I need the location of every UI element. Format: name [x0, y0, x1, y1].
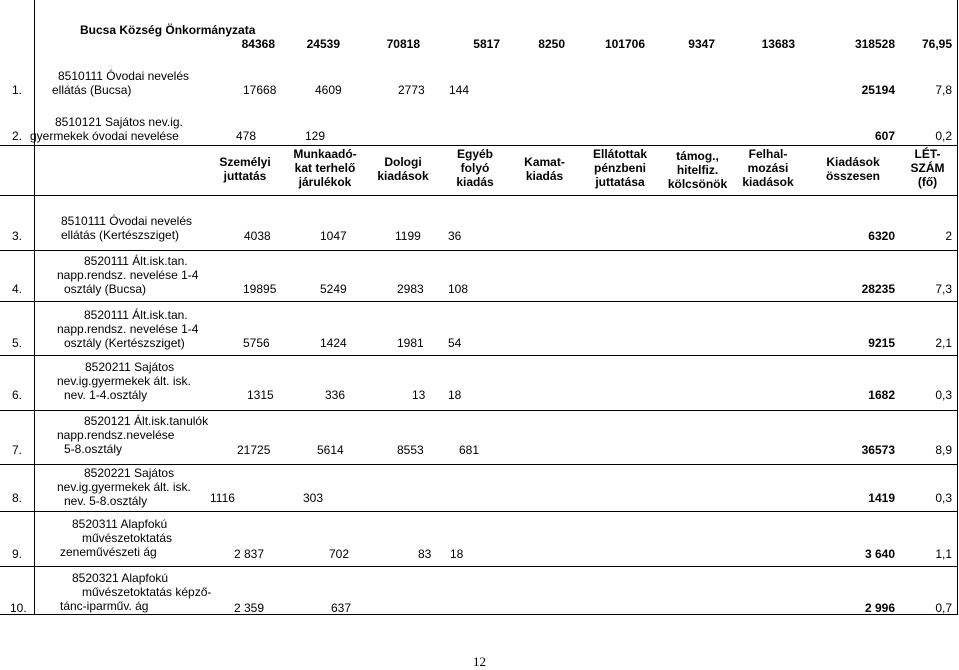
- cell-total: 9215: [868, 336, 895, 350]
- cell-contributions: 637: [331, 601, 352, 615]
- row-number: 8.: [12, 491, 23, 505]
- org-value-9: 318528: [854, 37, 895, 51]
- cell-material: 2773: [398, 83, 425, 97]
- row-label-line: napp.rendsz.nevelése: [57, 428, 175, 442]
- cell-personal: 17668: [243, 83, 277, 97]
- org-value-2: 24539: [306, 37, 340, 51]
- cell-headcount: 2: [945, 229, 952, 243]
- row-label-line: 8520211 Sajátos: [85, 360, 175, 374]
- row-label-line: 8520221 Sajátos: [84, 466, 175, 480]
- cell-contributions: 5249: [320, 282, 347, 296]
- row-label-line: 8510111 Óvodai nevelés: [61, 214, 192, 228]
- col-header-benefits: Ellátottak pénzbeni juttatása: [592, 147, 647, 189]
- cell-total: 1419: [868, 491, 895, 505]
- cell-material: 1981: [397, 336, 424, 350]
- table-right-border: [957, 0, 958, 614]
- row-number: 3.: [12, 229, 23, 243]
- row-number: 5.: [12, 336, 23, 350]
- row-label-line: művészetoktatás: [82, 531, 173, 545]
- cell-headcount: 7,3: [935, 282, 952, 296]
- cell-personal: 19895: [243, 282, 277, 296]
- cell-material: 8553: [397, 443, 424, 457]
- cell-other: 18: [450, 547, 464, 561]
- cell-headcount: 0,7: [935, 601, 952, 615]
- col-header-interest: Kamat- kiadás: [524, 155, 565, 183]
- org-value-4: 5817: [473, 37, 500, 51]
- cell-material: 83: [418, 547, 432, 561]
- row-label-line: 8510111 Óvodai nevelés: [58, 69, 189, 83]
- org-value-8: 13683: [761, 37, 795, 51]
- row-number: 1.: [12, 83, 23, 97]
- cell-total: 6320: [868, 229, 895, 243]
- row-number: 9.: [12, 547, 23, 561]
- cell-personal: 5756: [243, 336, 270, 350]
- row-label-line: művészetoktatás képző-: [82, 585, 212, 599]
- table-bottom-border: [0, 614, 958, 615]
- cell-headcount: 2,1: [935, 336, 952, 350]
- cell-personal: 478: [236, 129, 257, 143]
- row-label-line: gyermekek óvodai nevelése: [30, 129, 179, 143]
- row-divider: [0, 566, 958, 567]
- row-divider: [0, 195, 958, 196]
- cell-total: 36573: [861, 443, 895, 457]
- row-label-line: tánc-iparműv. ág: [60, 599, 149, 613]
- cell-total: 607: [874, 129, 895, 143]
- cell-personal: 4038: [244, 229, 271, 243]
- row-label-line: nev. 1-4.osztály: [64, 388, 148, 402]
- cell-headcount: 0,2: [935, 129, 952, 143]
- cell-contributions: 129: [305, 129, 326, 143]
- row-number: 4.: [12, 282, 23, 296]
- col-header-contributions: Munkaadó- kat terhelő járulékok: [293, 147, 357, 189]
- cell-other: 36: [448, 229, 462, 243]
- row-divider: [0, 250, 958, 251]
- org-value-6: 101706: [604, 37, 645, 51]
- row-label-line: 5-8.osztály: [64, 442, 123, 456]
- cell-material: 13: [412, 388, 426, 402]
- cell-other: 681: [459, 443, 480, 457]
- col-header-capital: Felhal- mozási kiadások: [742, 147, 794, 189]
- col-header-headcount: LÉT- SZÁM (fő): [910, 147, 945, 189]
- row-label-line: 8510121 Sajátos nev.ig.: [55, 115, 183, 129]
- org-value-1: 84368: [241, 37, 275, 51]
- col-divider: [34, 0, 35, 614]
- cell-material: 2983: [397, 282, 424, 296]
- cell-personal: 2 837: [234, 547, 265, 561]
- cell-personal: 1315: [247, 388, 274, 402]
- cell-headcount: 0,3: [935, 491, 952, 505]
- cell-total: 28235: [861, 282, 895, 296]
- row-label-line: ellátás (Kertészsziget): [61, 228, 180, 242]
- cell-contributions: 4609: [315, 83, 342, 97]
- cell-headcount: 1,1: [935, 547, 952, 561]
- cell-total: 25194: [861, 83, 895, 97]
- row-label-line: nev.ig.gyermekek ált. isk.: [57, 480, 191, 494]
- row-label-line: 8520321 Alapfokú: [72, 571, 169, 585]
- cell-personal: 21725: [237, 443, 271, 457]
- row-label-line: nev.ig.gyermekek ált. isk.: [57, 374, 191, 388]
- col-header-material: Dologi kiadások: [377, 155, 429, 183]
- col-header-other-current: Egyéb folyó kiadás: [456, 147, 494, 189]
- cell-headcount: 8,9: [935, 443, 952, 457]
- row-number: 10.: [10, 601, 27, 615]
- row-label-line: osztály (Kertészsziget): [64, 336, 185, 350]
- cell-contributions: 5614: [317, 443, 344, 457]
- cell-other: 18: [448, 388, 462, 402]
- org-value-10: 76,95: [921, 37, 952, 51]
- row-label-line: 8520111 Ált.isk.tan.: [84, 308, 188, 322]
- row-divider: [0, 511, 958, 512]
- row-label-line: napp.rendsz. nevelése 1-4: [57, 322, 199, 336]
- cell-other: 108: [448, 282, 469, 296]
- cell-total: 3 640: [864, 547, 895, 561]
- row-label-line: osztály (Bucsa): [64, 282, 147, 296]
- org-name: Bucsa Község Önkormányzata: [80, 23, 256, 37]
- cell-total: 1682: [868, 388, 895, 402]
- page-number: 12: [473, 654, 486, 669]
- cell-other: 144: [449, 83, 470, 97]
- cell-headcount: 0,3: [935, 388, 952, 402]
- cell-contributions: 702: [329, 547, 350, 561]
- row-label-line: ellátás (Bucsa): [52, 83, 132, 97]
- row-label-line: 8520111 Ált.isk.tan.: [84, 254, 188, 268]
- row-label-line: 8520311 Alapfokú: [72, 517, 168, 531]
- row-label-line: 8520121 Ált.isk.tanulók: [84, 414, 209, 428]
- cell-headcount: 7,8: [935, 83, 952, 97]
- row-label-line: napp.rendsz. nevelése 1-4: [57, 268, 199, 282]
- row-number: 7.: [12, 443, 23, 457]
- row-divider: [0, 355, 958, 356]
- row-label-line: nev. 5-8.osztály: [64, 494, 148, 508]
- col-header-total: Kiadások összesen: [825, 155, 881, 183]
- cell-other: 54: [448, 336, 462, 350]
- row-number: 6.: [12, 388, 23, 402]
- col-header-personal: Személyi juttatás: [219, 155, 271, 183]
- cell-personal: 1116: [210, 491, 235, 505]
- cell-total: 2 996: [864, 601, 895, 615]
- col-header-loans: támog., hitelfiz. kölcsönök: [667, 149, 728, 191]
- row-divider: [0, 301, 958, 302]
- org-value-5: 8250: [538, 37, 565, 51]
- org-value-3: 70818: [386, 37, 420, 51]
- cell-contributions: 1047: [320, 229, 347, 243]
- row-label-line: zeneművészeti ág: [60, 545, 157, 559]
- cell-contributions: 303: [303, 491, 324, 505]
- cell-contributions: 1424: [320, 336, 347, 350]
- org-value-7: 9347: [688, 37, 715, 51]
- row-divider: [0, 145, 958, 146]
- cell-personal: 2 359: [234, 601, 265, 615]
- cell-material: 1199: [395, 229, 421, 243]
- row-divider: [0, 464, 958, 465]
- row-number: 2.: [12, 129, 23, 143]
- cell-contributions: 336: [325, 388, 346, 402]
- row-divider: [0, 410, 958, 411]
